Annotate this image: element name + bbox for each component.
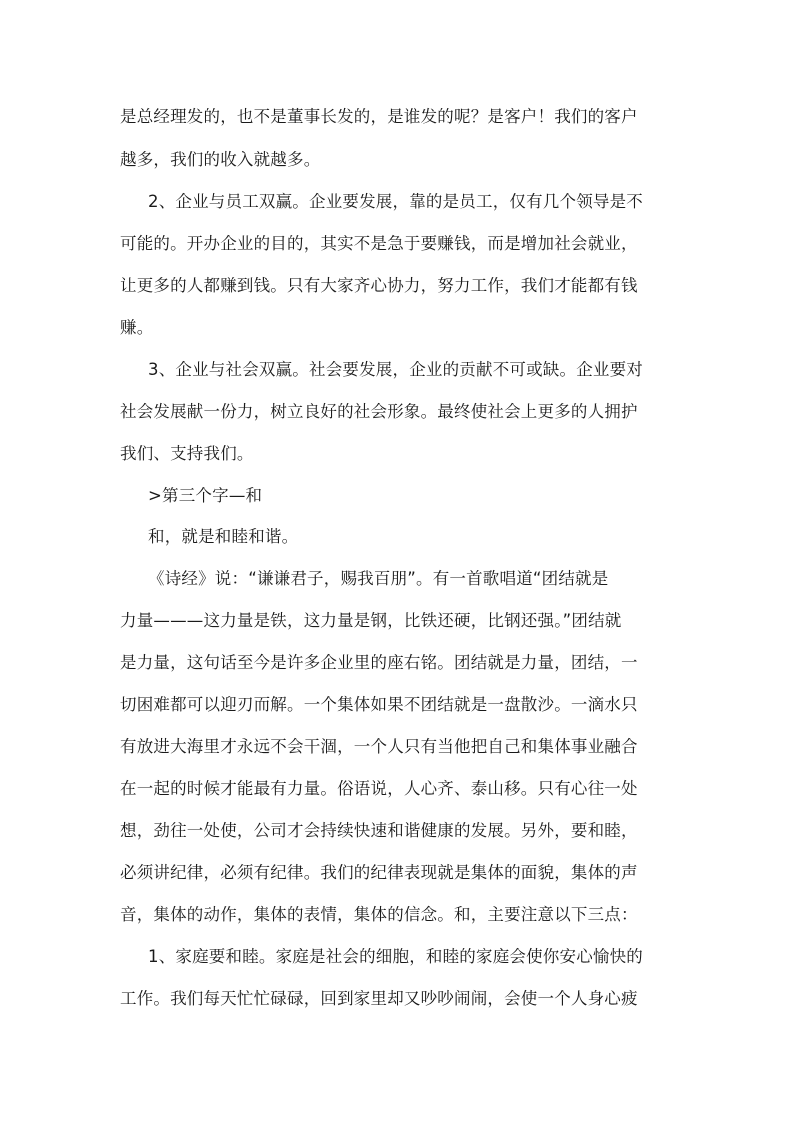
paragraph-start-line: 和，就是和睦和谐。 <box>148 527 299 546</box>
text-line: 在一起的时候才能最有力量。俗语说，人心齐、泰山移。只有心往一处 <box>120 779 638 798</box>
text-line: 赚。 <box>120 318 154 337</box>
text-line: 切困难都可以迎刃而解。一个集体如果不团结就是一盘散沙。一滴水只 <box>120 695 638 714</box>
text-line: 是总经理发的，也不是董事长发的，是谁发的呢？是客户！我们的客户 <box>120 107 638 126</box>
text-line: 有放进大海里才永远不会干涸，一个人只有当他把自己和集体事业融合 <box>120 737 638 756</box>
paragraph-start-line: 3、企业与社会双赢。社会要发展，企业的贡献不可或缺。企业要对 <box>148 360 643 379</box>
text-line: 工作。我们每天忙忙碌碌，回到家里却又吵吵闹闹，会使一个人身心疲 <box>120 989 638 1008</box>
text-line: 可能的。开办企业的目的，其实不是急于要赚钱，而是增加社会就业， <box>120 234 638 253</box>
text-line: 让更多的人都赚到钱。只有大家齐心协力，努力工作，我们才能都有钱 <box>120 276 638 295</box>
text-line: 越多，我们的收入就越多。 <box>120 150 321 169</box>
text-line: 想，劲往一处使，公司才会持续快速和谐健康的发展。另外，要和睦， <box>120 821 638 840</box>
text-line: 我们、支持我们。 <box>120 444 254 463</box>
paragraph-start-line: 2、企业与员工双赢。企业要发展，靠的是员工，仅有几个领导是不 <box>148 192 643 211</box>
text-line: 是力量，这句话至今是许多企业里的座右铭。团结就是力量，团结，一 <box>120 653 638 672</box>
text-line: 必须讲纪律，必须有纪律。我们的纪律表现就是集体的面貌，集体的声 <box>120 863 638 882</box>
text-line: 音，集体的动作，集体的表情，集体的信念。和，主要注意以下三点： <box>120 905 638 924</box>
text-line: 力量———这力量是铁，这力量是钢，比铁还硬，比钢还强。”团结就 <box>120 611 622 630</box>
paragraph-start-line: 1、家庭要和睦。家庭是社会的细胞，和睦的家庭会使你安心愉快的 <box>148 947 643 966</box>
section-heading: >第三个字—和 <box>148 486 263 505</box>
text-line: 社会发展献一份力，树立良好的社会形象。最终使社会上更多的人拥护 <box>120 402 638 421</box>
paragraph-start-line: 《诗经》说：“谦谦君子，赐我百朋”。有一首歌唱道“团结就是 <box>148 569 609 588</box>
